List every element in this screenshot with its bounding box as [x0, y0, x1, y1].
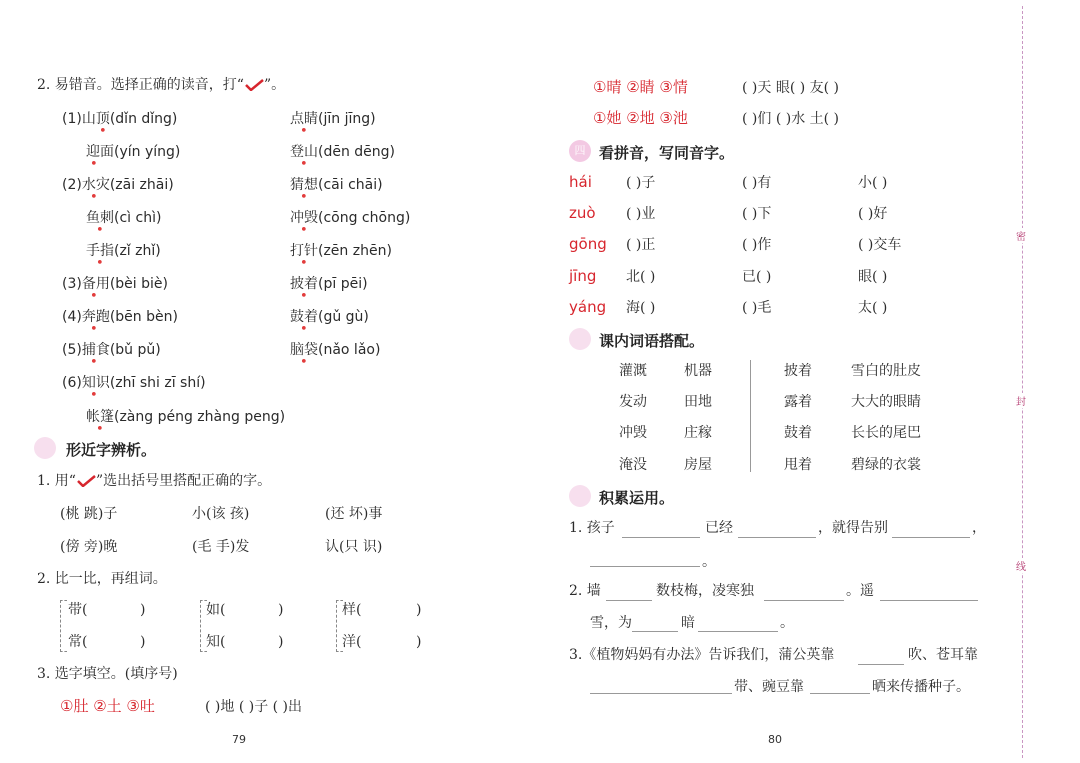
compare-item: 样( — [342, 602, 362, 618]
match-word: 碧绿的衣裳 — [851, 457, 921, 473]
close-paren: ) — [416, 634, 422, 650]
match-word: 雪白的肚皮 — [851, 363, 921, 379]
emphasis-dot: • — [300, 124, 308, 139]
section-title: 看拼音，写同音字。 — [599, 144, 735, 162]
emphasis-dot: • — [300, 190, 308, 205]
answer-blank[interactable] — [858, 664, 904, 665]
compare-instruction: 2. 比一比，再组词。 — [37, 571, 167, 587]
answer-blank[interactable] — [632, 631, 678, 632]
pron-item: 鼓着(gǔ gù) — [290, 309, 369, 325]
emphasis-dot: • — [90, 322, 98, 337]
page-number: 80 — [768, 733, 782, 746]
match-word: 淹没 — [619, 457, 647, 473]
choose-cell: (傍 旁)晚 — [60, 539, 118, 555]
pron-item: 脑袋(nǎo lǎo) — [290, 342, 381, 358]
match-word: 披着 — [784, 363, 812, 379]
compare-item: 洋( — [342, 634, 362, 650]
q1-text: ， — [972, 520, 986, 536]
homophone-cell: ( )好 — [858, 206, 888, 222]
pron-item: (6)知识(zhī shi zī shí) — [62, 375, 206, 391]
answer-blank[interactable] — [698, 631, 778, 632]
emphasis-dot: • — [96, 422, 104, 437]
q2-text: 雪，为 — [590, 615, 632, 631]
checkmark-icon — [76, 475, 96, 487]
pron-item: (5)捕食(bǔ pǔ) — [62, 342, 161, 358]
pron-item: 点睛(jīn jīng) — [290, 111, 376, 127]
answer-blank[interactable] — [810, 693, 870, 694]
compare-item: 知( — [206, 634, 226, 650]
match-word: 甩着 — [784, 457, 812, 473]
fill-instruction: 3. 选字填空。(填序号) — [37, 666, 178, 682]
emphasis-dot: • — [90, 355, 98, 370]
emphasis-dot: • — [96, 256, 104, 271]
fill-options: ①她 ②地 ③池 — [593, 109, 688, 127]
compare-item: 带( — [68, 602, 88, 618]
q2-title: 2. 易错音。选择正确的读音，打“ ”。 — [37, 77, 286, 93]
choose-cell: 认(只 识) — [325, 539, 383, 555]
q3-text: 吹、苍耳靠 — [908, 647, 978, 663]
close-paren: ) — [140, 634, 146, 650]
choose-cell: (还 坏)事 — [325, 506, 383, 522]
answer-blank[interactable] — [590, 566, 700, 567]
emphasis-dot: • — [300, 322, 308, 337]
match-word: 露着 — [784, 394, 812, 410]
q2-text: 。遥 — [846, 583, 874, 599]
section-badge-icon — [569, 328, 591, 350]
pron-item: (2)水灾(zāi zhāi) — [62, 177, 174, 193]
compare-item: 如( — [206, 602, 226, 618]
q2-text: 暗 — [681, 615, 695, 631]
pron-item: 打针(zēn zhēn) — [290, 243, 392, 259]
fill-options: ①肚 ②土 ③吐 — [60, 697, 155, 715]
page-number: 79 — [232, 733, 246, 746]
section-title: 形近字辨析。 — [66, 441, 157, 459]
emphasis-dot: • — [300, 223, 308, 238]
pron-item: (1)山顶(dǐn dǐng) — [62, 111, 178, 127]
choose-cell: (桃 跳)子 — [60, 506, 118, 522]
homophone-cell: ( )业 — [626, 206, 656, 222]
q2-text: 2. 墙 — [569, 583, 601, 599]
q3-text: 3.《植物妈妈有办法》告诉我们，蒲公英靠 — [569, 647, 835, 663]
seal-char: 线 — [1016, 558, 1026, 573]
seal-char: 封 — [1016, 393, 1026, 408]
section-badge-icon — [569, 485, 591, 507]
homophone-cell: 太( ) — [858, 300, 888, 316]
pron-item: (3)备用(bèi biè) — [62, 276, 168, 292]
fill-line: ( )地 ( )子 ( )出 — [205, 699, 303, 715]
q1-text: 1. 孩子 — [569, 520, 615, 536]
q3-text: 晒来传播种子。 — [872, 679, 970, 695]
pron-item: 披着(pī pēi) — [290, 276, 368, 292]
pron-item: 帐篷(zàng péng zhàng peng) — [86, 409, 286, 425]
match-word: 田地 — [684, 394, 712, 410]
answer-blank[interactable] — [738, 537, 816, 538]
pinyin-label: zuò — [569, 204, 596, 222]
q1-text: 。 — [702, 554, 716, 570]
emphasis-dot: • — [90, 289, 98, 304]
emphasis-dot: • — [300, 355, 308, 370]
fill-line: ( )们 ( )水 土( ) — [742, 111, 840, 127]
match-word: 长长的尾巴 — [851, 425, 921, 441]
homophone-cell: ( )正 — [626, 237, 656, 253]
homophone-cell: ( )毛 — [742, 300, 772, 316]
answer-blank[interactable] — [606, 600, 652, 601]
emphasis-dot: • — [99, 124, 107, 139]
close-paren: ) — [140, 602, 146, 618]
homophone-cell: ( )子 — [626, 175, 656, 191]
q2-text: 。 — [780, 615, 794, 631]
emphasis-dot: • — [90, 190, 98, 205]
compare-item: 常( — [68, 634, 88, 650]
seal-char: 密 — [1016, 228, 1026, 243]
emphasis-dot: • — [300, 289, 308, 304]
pron-item: 猜想(cāi chāi) — [290, 177, 383, 193]
pron-item: (4)奔跑(bēn bèn) — [62, 309, 178, 325]
pron-item: 手指(zǐ zhǐ) — [86, 243, 161, 259]
homophone-cell: ( )下 — [742, 206, 772, 222]
divider — [750, 360, 751, 472]
section-title: 积累运用。 — [599, 489, 675, 507]
checkmark-icon — [244, 79, 264, 91]
match-word: 灌溉 — [619, 363, 647, 379]
q1-text: ，就得告别 — [818, 520, 888, 536]
pinyin-label: gōng — [569, 235, 607, 253]
answer-blank[interactable] — [590, 693, 732, 694]
homophone-cell: 北( ) — [626, 269, 656, 285]
pron-item: 登山(dēn dēng) — [290, 144, 396, 160]
fill-line: ( )天 眼( ) 友( ) — [742, 80, 840, 96]
section-badge-icon: 四 — [569, 140, 591, 162]
homophone-cell: 海( ) — [626, 300, 656, 316]
homophone-cell: 已( ) — [742, 269, 772, 285]
match-word: 大大的眼睛 — [851, 394, 921, 410]
match-word: 发动 — [619, 394, 647, 410]
seal-line — [1022, 6, 1023, 758]
homophone-cell: ( )交车 — [858, 237, 902, 253]
match-word: 房屋 — [684, 457, 712, 473]
emphasis-dot: • — [300, 256, 308, 271]
pinyin-label: hái — [569, 173, 592, 191]
pron-item: 冲毁(cōng chōng) — [290, 210, 411, 226]
choose-instruction: 1. 用“ ”选出括号里搭配正确的字。 — [37, 473, 272, 489]
match-word: 鼓着 — [784, 425, 812, 441]
section-title: 课内词语搭配。 — [599, 332, 705, 350]
match-word: 庄稼 — [684, 425, 712, 441]
choose-cell: (毛 手)发 — [192, 539, 250, 555]
homophone-cell: 小( ) — [858, 175, 888, 191]
homophone-cell: ( )有 — [742, 175, 772, 191]
answer-blank[interactable] — [622, 537, 700, 538]
answer-blank[interactable] — [880, 600, 978, 601]
emphasis-dot: • — [96, 223, 104, 238]
section-badge-icon — [34, 437, 56, 459]
match-word: 冲毁 — [619, 425, 647, 441]
choose-cell: 小(该 孩) — [192, 506, 250, 522]
match-word: 机器 — [684, 363, 712, 379]
brace — [60, 600, 67, 652]
fill-options: ①晴 ②睛 ③情 — [593, 78, 688, 96]
answer-blank[interactable] — [892, 537, 970, 538]
close-paren: ) — [278, 602, 284, 618]
close-paren: ) — [278, 634, 284, 650]
q1-text: 已经 — [705, 520, 733, 536]
q3-text: 带、豌豆靠 — [734, 679, 804, 695]
emphasis-dot: • — [90, 157, 98, 172]
pinyin-label: yáng — [569, 298, 607, 316]
pinyin-label: jīng — [569, 267, 597, 285]
close-paren: ) — [416, 602, 422, 618]
q2-text: 数枝梅，凌寒独 — [656, 583, 754, 599]
homophone-cell: 眼( ) — [858, 269, 888, 285]
pron-item: 鱼刺(cì chì) — [86, 210, 162, 226]
answer-blank[interactable] — [764, 600, 844, 601]
homophone-cell: ( )作 — [742, 237, 772, 253]
emphasis-dot: • — [300, 157, 308, 172]
emphasis-dot: • — [90, 388, 98, 403]
pron-item: 迎面(yín yíng) — [86, 144, 181, 160]
